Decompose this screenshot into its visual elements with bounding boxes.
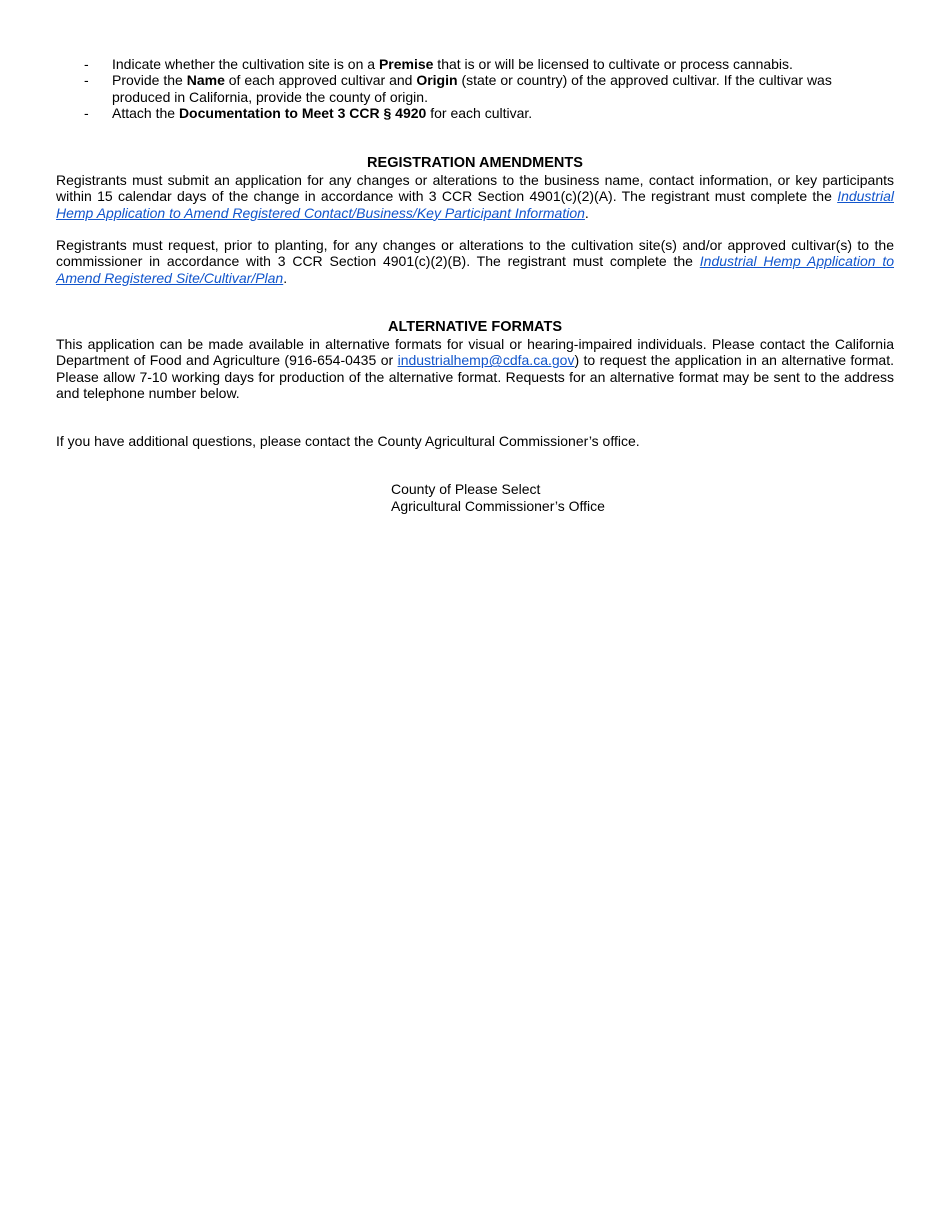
list-text: Provide the xyxy=(112,72,187,89)
registration-amendments-heading: REGISTRATION AMENDMENTS xyxy=(367,155,583,172)
document-page xyxy=(56,56,894,514)
alternative-formats-paragraph xyxy=(56,336,894,401)
list-bold-term: Name xyxy=(186,72,225,89)
list-item-documentation xyxy=(56,105,894,121)
list-text: of each approved cultivar and xyxy=(224,72,417,89)
list-dash: - xyxy=(84,72,89,89)
instruction-list xyxy=(56,56,894,121)
list-bold-term: Premise xyxy=(378,56,434,72)
registration-amendments-section xyxy=(56,155,894,286)
list-item-name-origin xyxy=(56,72,894,105)
list-text: for each cultivar. xyxy=(426,104,533,121)
email-link[interactable]: industrialhemp@cdfa.ca.gov xyxy=(397,352,575,369)
list-text: that is or will be licensed to cultivate or process cannabis. xyxy=(433,56,793,72)
paragraph-text: This application can be made available in alternative formats for visual or hearing-impaired individuals. Please contact the California Department of Food and Agriculture (916-654-0435 or xyxy=(56,335,894,369)
list-bold-term: Origin xyxy=(416,72,458,89)
amend-site-cultivar-link[interactable]: Industrial Hemp Application to Amend Registered Site/Cultivar/Plan xyxy=(56,253,894,286)
registration-amendments-paragraph-1 xyxy=(56,172,894,221)
paragraph-text: . xyxy=(584,204,589,221)
amend-contact-business-link[interactable]: Industrial Hemp Application to Amend Registered Contact/Business/Key Participant Information xyxy=(56,188,894,221)
list-dash: - xyxy=(84,104,89,121)
commissioner-address xyxy=(391,481,894,514)
list-text: Attach the xyxy=(112,104,179,121)
alternative-formats-section xyxy=(56,319,894,401)
address-office-line: Agricultural Commissioner’s Office xyxy=(391,497,605,514)
address-county-line: County of Please Select xyxy=(391,481,541,498)
paragraph-text: Registrants must submit an application for any changes or alterations to the business name, contact information, or key participants within 15 calendar days of the change in accordance with 3 CCR Section 4901(c)(2)(A). The registrant must complete the xyxy=(56,172,894,205)
list-text: (state or country) of the approved cultivar. If the cultivar was produced in California, provide the county of origin. xyxy=(112,72,832,105)
list-text: Indicate whether the cultivation site is on a xyxy=(112,56,379,72)
list-dash: - xyxy=(84,56,89,72)
paragraph-text: . xyxy=(283,269,288,286)
list-bold-term: Documentation to Meet 3 CCR § 4920 xyxy=(178,104,427,121)
paragraph-text: ) to request the application in an alternative format. Please allow 7-10 working days for production of the alternative format. Requests for an alternative format may be sent to the address and telephone number below. xyxy=(56,352,894,401)
alternative-formats-heading: ALTERNATIVE FORMATS xyxy=(388,318,562,335)
questions-paragraph: If you have additional questions, please contact the County Agricultural Commissioner’s office. xyxy=(56,433,640,450)
list-item-premise xyxy=(56,56,894,72)
registration-amendments-paragraph-2 xyxy=(56,237,894,286)
paragraph-text: Registrants must request, prior to planting, for any changes or alterations to the cultivation site(s) and/or approved cultivar(s) to the commissioner in accordance with 3 CCR Section 4901(c)(2)(B). The registrant must complete the xyxy=(56,237,894,270)
